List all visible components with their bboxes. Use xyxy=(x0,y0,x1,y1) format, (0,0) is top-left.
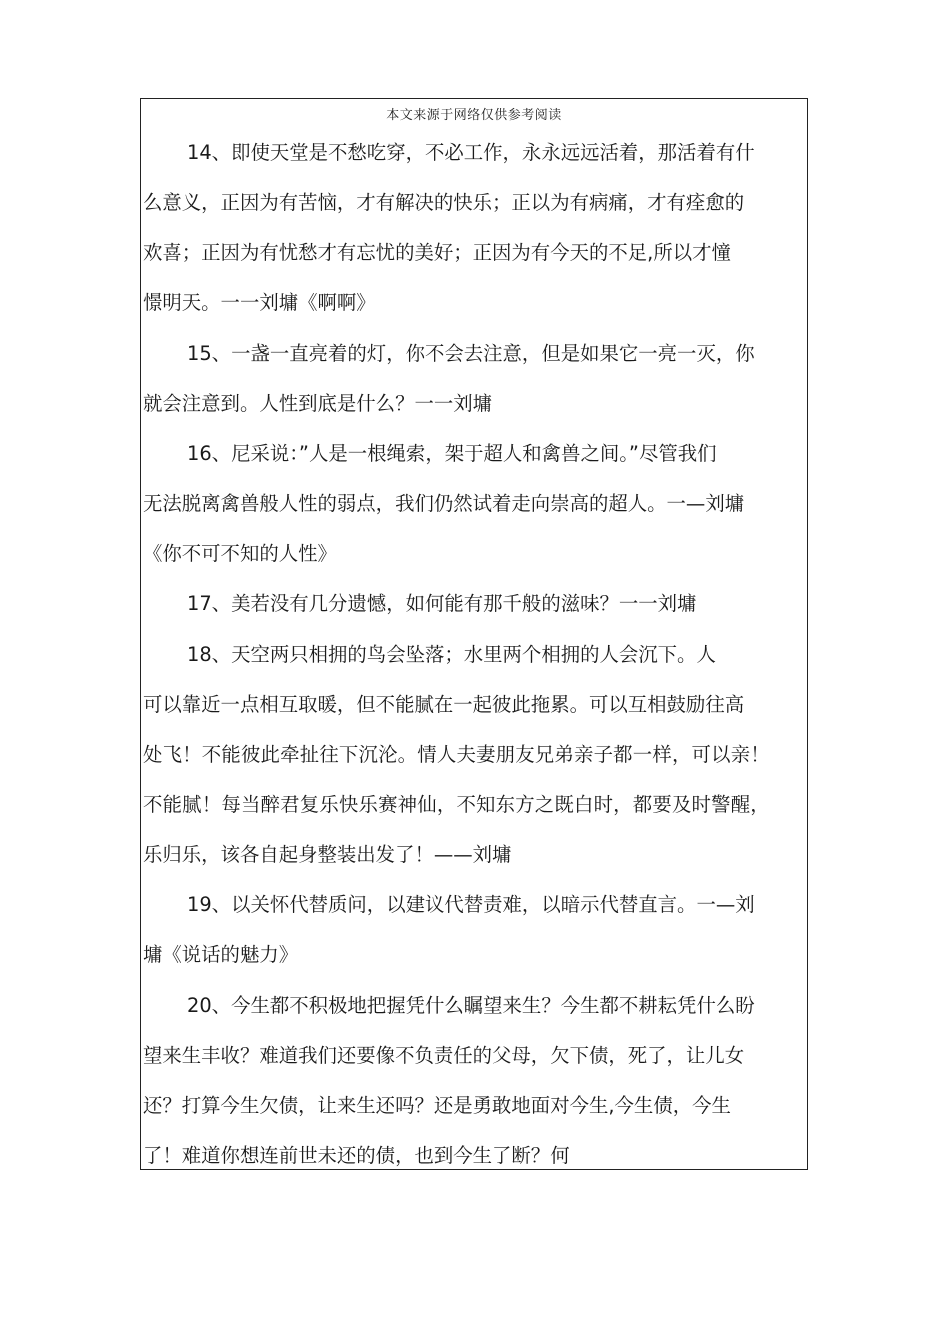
text-line: 16、尼采说：”人是一根绳索，架于超人和禽兽之间。”尽管我们 xyxy=(187,442,717,465)
text-line: 了！难道你想连前世未还的债，也到今生了断？何 xyxy=(143,1144,570,1167)
text-line: 14、即使天堂是不愁吃穿，不必工作，永永远远活着，那活着有什 xyxy=(187,141,755,164)
text-line: 《你不可不知的人性》 xyxy=(143,542,337,565)
text-line: 无法脱离禽兽般人性的弱点，我们仍然试着走向崇高的超人。一—刘墉 xyxy=(143,492,745,515)
text-line: 憬明天。一一刘墉《啊啊》 xyxy=(143,291,376,314)
text-line: 可以靠近一点相互取暖，但不能腻在一起彼此拖累。可以互相鼓励往高 xyxy=(143,693,745,716)
text-line: 处飞！不能彼此牵扯往下沉沦。情人夫妻朋友兄弟亲子都一样，可以亲！ xyxy=(143,743,770,766)
text-line: 乐归乐，该各自起身整装出发了！——刘墉 xyxy=(143,843,512,866)
text-line: 就会注意到。人性到底是什么？一一刘墉 xyxy=(143,392,493,415)
text-line: 墉《说话的魅力》 xyxy=(143,943,299,966)
text-line: 17、美若没有几分遗憾，如何能有那千般的滋味？一一刘墉 xyxy=(187,592,697,615)
text-line: 20、今生都不积极地把握凭什么瞩望来生？今生都不耕耘凭什么盼 xyxy=(187,994,755,1017)
source-header: 本文来源于网络仅供参考阅读 xyxy=(386,108,562,123)
text-line: 不能腻！每当醉君复乐快乐赛神仙，不知东方之既白时，都要及时警醒， xyxy=(143,793,770,816)
text-line: 欢喜；正因为有忧愁才有忘忧的美好；正因为有今天的不足,所以才憧 xyxy=(143,241,731,264)
text-line: 19、以关怀代替质问，以建议代替责难，以暗示代替直言。一—刘 xyxy=(187,893,755,916)
text-line: 望来生丰收？难道我们还要像不负责任的父母，欠下债，死了，让儿女 xyxy=(143,1044,745,1067)
document-frame xyxy=(140,98,808,1170)
text-line: 还？打算今生欠债，让来生还吗？还是勇敢地面对今生,今生债，今生 xyxy=(143,1094,731,1117)
text-line: 么意义，正因为有苦恼，才有解决的快乐；正以为有病痛，才有痊愈的 xyxy=(143,191,745,214)
text-line: 18、天空两只相拥的鸟会坠落；水里两个相拥的人会沉下。人 xyxy=(187,643,716,666)
text-line: 15、一盏一直亮着的灯，你不会去注意，但是如果它一亮一灭，你 xyxy=(187,342,755,365)
